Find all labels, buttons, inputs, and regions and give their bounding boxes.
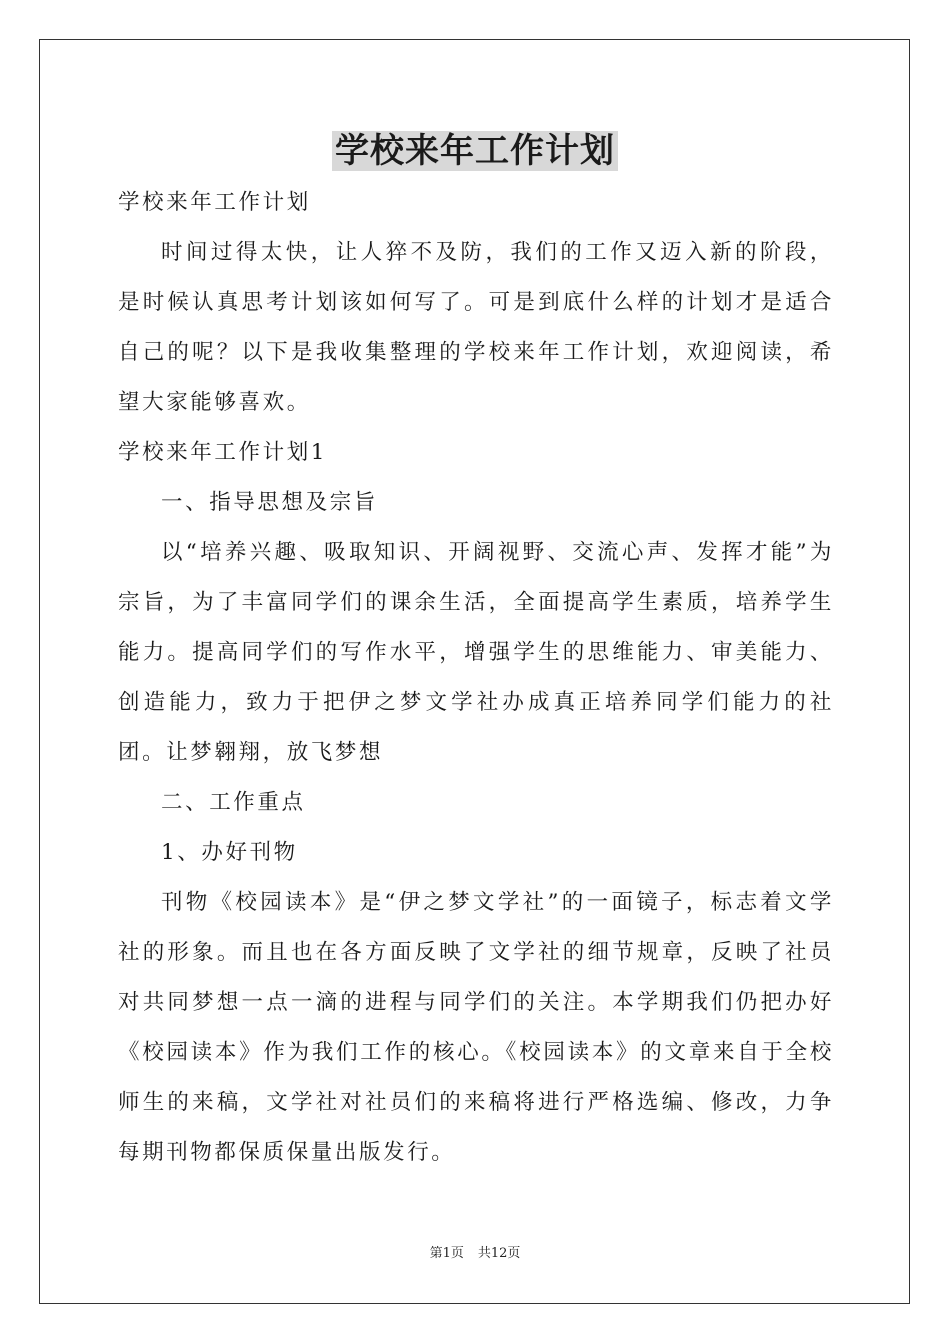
- paragraph-6: 1、办好刊物: [161, 840, 298, 865]
- page-total: 共12页: [477, 1246, 521, 1261]
- paragraph-7: 刊物《校园读本》是“伊之梦文学社”的一面镜子，标志着文学社的形象。而且也在各方面反映了文学社的细节规章，反映了社员对共同梦想一点一滴的进程与同学们的关注。本学期我们仍把办好《校园读本》作为我们工作的核心。《校园读本》的文章来自于全校师生的来稿，文学社对社员们的来稿将进行严格选编、修改，力争每期刊物都保质保量出版发行。: [118, 890, 834, 1165]
- document-title-text: 学校来年工作计划: [332, 131, 618, 171]
- page-footer: [0, 1244, 950, 1264]
- paragraph-5: 二、工作重点: [161, 790, 306, 815]
- page-number: 第1页: [429, 1246, 464, 1261]
- paragraph-1: 时间过得太快，让人猝不及防，我们的工作又迈入新的阶段，是时候认真思考计划该如何写了。可是到底什么样的计划才是适合自己的呢？以下是我收集整理的学校来年工作计划，欢迎阅读，希望大家能够喜欢。: [118, 240, 834, 415]
- paragraph-2: 学校来年工作计划1: [118, 440, 328, 465]
- paragraph-4: 以“培养兴趣、吸取知识、开阔视野、交流心声、发挥才能”为宗旨，为了丰富同学们的课余生活，全面提高学生素质，培养学生能力。提高同学们的写作水平，增强学生的思维能力、审美能力、创造能力，致力于把伊之梦文学社办成真正培养同学们能力的社团。让梦翱翔，放飞梦想: [118, 540, 834, 765]
- document-title: [0, 124, 950, 178]
- paragraph-0: 学校来年工作计划: [118, 190, 311, 215]
- document-body: [118, 178, 834, 1178]
- paragraph-3: 一、指导思想及宗旨: [161, 490, 378, 515]
